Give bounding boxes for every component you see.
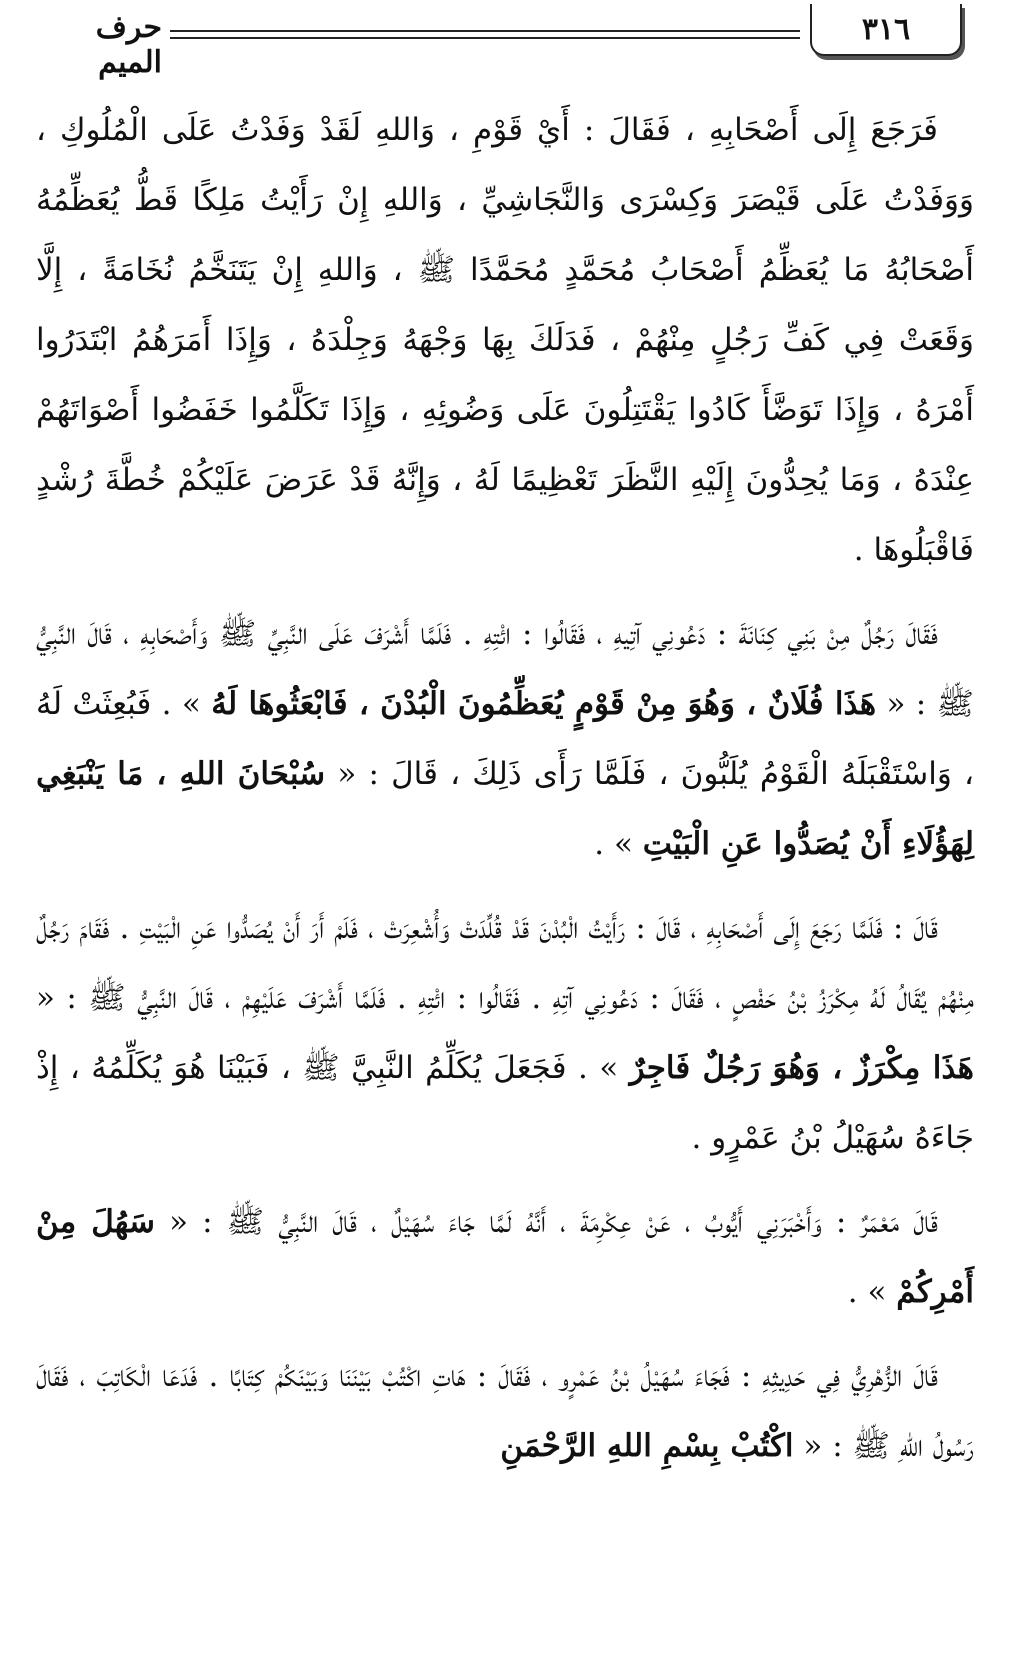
- text-segment: » .: [847, 1274, 897, 1310]
- paragraph-4: [36, 1187, 974, 1327]
- text-segment: فَقَالَ رَجُلٌ مِنْ بَنِي كِنَانَةَ : دَعُونِي آتِيهِ ، فَقَالُوا : ائْتِهِ . فَلَمَّا أَشْرَفَ عَلَى النَّبِيِّ ﷺ وَأَصْحَابِهِ ، قَالَ النَّبِيُّ ﷺ : «: [36, 616, 975, 722]
- paragraph-2: [36, 599, 974, 879]
- text-segment: فَرَجَعَ إِلَى أَصْحَابِهِ ، فَقَالَ : أَيْ قَوْمِ ، وَاللهِ لَقَدْ وَفَدْتُ عَلَى الْمُلُوكِ ، وَوَفَدْتُ عَلَى قَيْصَرَ وَكِسْرَى وَالنَّجَاشِيِّ ، وَاللهِ إِنْ رَأَيْتُ مَلِكًا قَطُّ يُعَظِّمُهُ أَصْحَابُهُ مَا يُعَظِّمُ أَصْحَابُ مُحَمَّدٍ مُحَمَّدًا ﷺ ، وَاللهِ إِنْ يَتَنَخَّمُ نُخَامَةً ، إِلَّا وَقَعَتْ فِي كَفِّ رَجُلٍ مِنْهُمْ ، فَدَلَكَ بِهَا وَجْهَهُ وَجِلْدَهُ ، وَإِذَا أَمَرَهُمُ ابْتَدَرُوا أَمْرَهُ ، وَإِذَا تَوَضَّأَ كَادُوا يَقْتَتِلُونَ عَلَى وَضُوئِهِ ، وَإِذَا تَكَلَّمُوا خَفَضُوا أَصْوَاتَهُمْ عِنْدَهُ ، وَمَا يُحِدُّونَ إِلَيْهِ النَّظَرَ تَعْظِيمًا لَهُ ، وَإِنَّهُ قَدْ عَرَضَ عَلَيْكُمْ خُطَّةَ رُشْدٍ فَاقْبَلُوهَا .: [36, 112, 974, 568]
- text-segment: » . فَجَعَلَ يُكَلِّمُ النَّبِيَّ ﷺ ، فَبَيْنَا هُوَ يُكَلِّمُهُ ، إِذْ جَاءَهُ سُهَيْلُ بْنُ عَمْرٍو .: [36, 1050, 974, 1156]
- prophet-quote: هَذَا مِكْرَزٌ ، وَهُوَ رَجُلٌ فَاجِرٌ: [629, 1050, 974, 1086]
- text-segment: قَالَ : فَلَمَّا رَجَعَ إِلَى أَصْحَابِهِ ، قَالَ : رَأَيْتُ الْبُدْنَ قَدْ قُلِّدَتْ وَأُشْعِرَتْ ، فَلَمْ أَرَ أَنْ يُصَدُّوا عَنِ الْبَيْتِ . فَقَامَ رَجُلٌ مِنْهُمْ يُقَالُ لَهُ مِكْرَزُ بْنُ حَفْصٍ ، فَقَالَ : دَعُونِي آتِهِ . فَقَالُوا : ائْتِهِ . فَلَمَّا أَشْرَفَ عَلَيْهِمْ ، قَالَ النَّبِيُّ ﷺ : «: [36, 910, 974, 1016]
- paragraph-3: [36, 893, 974, 1173]
- text-segment: قَالَ مَعْمَرٌ : وَأَخْبَرَنِي أَيُّوبُ ، عَنْ عِكْرِمَةَ ، أَنَّهُ لَمَّا جَاءَ سُهَيْلٌ ، قَالَ النَّبِيُّ ﷺ : «: [154, 1204, 938, 1240]
- prophet-quote: سُبْحَانَ اللهِ ، مَا يَنْبَغِي لِهَؤُلَاءِ أَنْ يُصَدُّوا عَنِ الْبَيْتِ: [36, 756, 974, 862]
- paragraph-1: [36, 95, 974, 585]
- page-number: ٣١٦: [810, 4, 962, 56]
- header-rule-upper: [170, 30, 800, 32]
- main-text: [36, 95, 974, 1495]
- text-segment: » . فَبُعِثَتْ لَهُ ، وَاسْتَقْبَلَهُ الْقَوْمُ يُلَبُّونَ ، فَلَمَّا رَأَى ذَلِكَ ، قَالَ : «: [36, 686, 974, 792]
- paragraph-5: [36, 1341, 974, 1481]
- text-segment: قَالَ الزُّهْرِيُّ فِي حَدِيثِهِ : فَجَاءَ سُهَيْلُ بْنُ عَمْرٍو ، فَقَالَ : هَاتِ اكْتُبْ بَيْنَنَا وَبَيْنَكُمْ كِتَابًا . فَدَعَا الْكَاتِبَ ، فَقَالَ رَسُولُ اللهِ ﷺ : «: [36, 1358, 974, 1464]
- prophet-quote: سَهُلَ مِنْ أَمْرِكُمْ: [36, 1204, 974, 1310]
- header-rule-lower: [170, 37, 800, 39]
- text-segment: » .: [594, 826, 643, 862]
- chapter-title: حرف الميم: [95, 10, 162, 80]
- page-header: [0, 0, 1010, 80]
- prophet-quote: اكْتُبْ بِسْمِ اللهِ الرَّحْمَنِ: [500, 1428, 794, 1464]
- prophet-quote: هَذَا فُلَانٌ ، وَهُوَ مِنْ قَوْمٍ يُعَظِّمُونَ الْبُدْنَ ، فَابْعَثُوهَا لَهُ: [211, 686, 877, 722]
